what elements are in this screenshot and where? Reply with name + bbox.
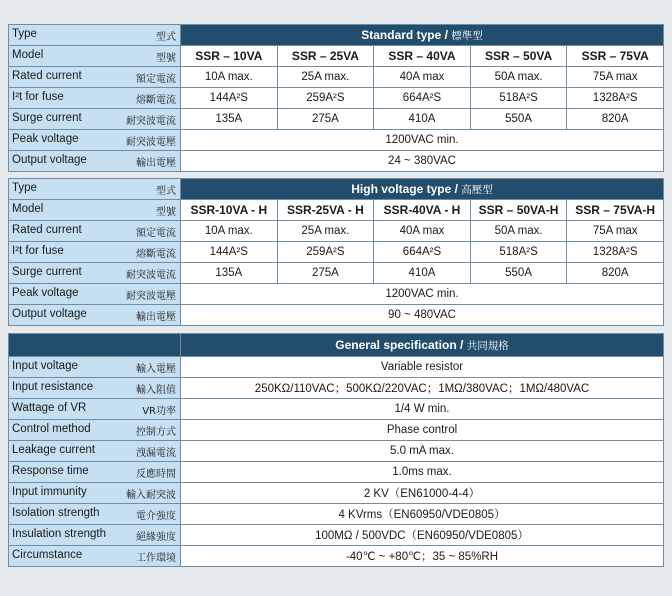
label-zh: 洩漏電流 — [136, 447, 176, 459]
table-row — [9, 378, 664, 399]
value-cell: 259A²S — [277, 242, 374, 263]
label-zh: 額定電流 — [136, 227, 176, 239]
value-cell: 518A²S — [470, 88, 567, 109]
table-row — [9, 130, 664, 151]
label-en: Input voltage — [12, 359, 78, 372]
row-label — [9, 462, 181, 483]
section-title-zh: 高壓型 — [461, 183, 493, 196]
label-zh: 反應時間 — [136, 468, 176, 480]
row-label — [9, 305, 181, 326]
model-cell: SSR-10VA - H — [181, 200, 278, 221]
table-row — [9, 46, 664, 67]
table-row — [9, 546, 664, 567]
label-zh: 耐突波電壓 — [126, 290, 176, 302]
value-cell: 664A²S — [374, 88, 471, 109]
section-title: Standard type — [361, 27, 442, 42]
label-en: Wattage of VR — [12, 401, 87, 414]
label-zh: 耐突波電壓 — [126, 136, 176, 148]
value-cell: 40A max — [374, 67, 471, 88]
section-title-zh: 標準型 — [451, 29, 483, 42]
value-cell: 144A²S — [181, 242, 278, 263]
row-label — [9, 284, 181, 305]
model-cell: SSR – 40VA — [374, 46, 471, 67]
value-cell: 25A max. — [277, 221, 374, 242]
high-voltage-type-table — [8, 178, 664, 326]
model-cell: SSR – 50VA — [470, 46, 567, 67]
row-label — [9, 46, 181, 67]
label-en: Type — [12, 27, 37, 40]
value-cell: 90 ~ 480VAC — [181, 305, 664, 326]
value-cell: 25A max. — [277, 67, 374, 88]
value-cell: 820A — [567, 109, 664, 130]
label-zh: 熔斷電流 — [136, 94, 176, 106]
value-cell: -40℃ ~ +80℃；35 ~ 85%RH — [181, 546, 664, 567]
value-cell: 40A max — [374, 221, 471, 242]
table-row — [9, 357, 664, 378]
row-label — [9, 483, 181, 504]
value-cell: 135A — [181, 109, 278, 130]
label-zh: 電介強度 — [136, 510, 176, 522]
table-row — [9, 399, 664, 420]
label-zh: 輸入耐突波 — [126, 489, 176, 501]
row-label — [9, 357, 181, 378]
section-title-zh: 共同規格 — [466, 339, 509, 352]
label-zh: 輸入電壓 — [136, 363, 176, 375]
label-zh: 型式 — [156, 31, 176, 43]
value-cell: 4 KVrms（EN60950/VDE0805） — [181, 504, 664, 525]
label-zh: 控制方式 — [136, 426, 176, 438]
label-zh: 輸出電壓 — [136, 311, 176, 323]
value-cell: 144A²S — [181, 88, 278, 109]
label-zh: 工作環境 — [136, 552, 176, 564]
value-cell: 410A — [374, 109, 471, 130]
row-label — [9, 67, 181, 88]
label-en: Leakage current — [12, 443, 96, 456]
value-cell: 275A — [277, 109, 374, 130]
value-cell: 250KΩ/110VAC；500KΩ/220VAC；1MΩ/380VAC；1MΩ/480VAC — [181, 378, 664, 399]
label-zh: 型式 — [156, 185, 176, 197]
table-row — [9, 263, 664, 284]
section-header: Standard type / 標準型 — [181, 25, 664, 46]
label-en: Isolation strength — [12, 506, 100, 519]
table-row — [9, 305, 664, 326]
value-cell: 75A max — [567, 221, 664, 242]
model-cell: SSR – 75VA — [567, 46, 664, 67]
row-label — [9, 130, 181, 151]
model-cell: SSR – 25VA — [277, 46, 374, 67]
row-label — [9, 441, 181, 462]
row-label — [9, 504, 181, 525]
value-cell: 5.0 mA max. — [181, 441, 664, 462]
label-en: Surge current — [12, 111, 82, 124]
row-label — [9, 242, 181, 263]
value-cell: 50A max. — [470, 221, 567, 242]
label-en: Model — [12, 202, 44, 215]
value-cell: 275A — [277, 263, 374, 284]
label-en: I²t for fuse — [12, 90, 64, 103]
row-label — [9, 546, 181, 567]
model-cell: SSR-25VA - H — [277, 200, 374, 221]
header-row — [9, 334, 664, 357]
model-cell: SSR – 50VA-H — [470, 200, 567, 221]
table-row — [9, 462, 664, 483]
section-header: High voltage type / 高壓型 — [181, 179, 664, 200]
table-row — [9, 67, 664, 88]
general-specification-table — [8, 333, 664, 567]
row-label — [9, 88, 181, 109]
section-header: General specification / 共同規格 — [181, 334, 664, 357]
row-label — [9, 200, 181, 221]
label-zh: 耐突波電流 — [126, 115, 176, 127]
row-label — [9, 420, 181, 441]
label-zh: 輸出電壓 — [136, 157, 176, 169]
table-row — [9, 25, 664, 46]
row-label — [9, 378, 181, 399]
label-zh: 型號 — [156, 206, 176, 218]
value-cell: 410A — [374, 263, 471, 284]
value-cell: Phase control — [181, 420, 664, 441]
value-cell: 24 ~ 380VAC — [181, 151, 664, 172]
label-en: Control method — [12, 422, 91, 435]
value-cell: 1328A²S — [567, 88, 664, 109]
row-label — [9, 399, 181, 420]
label-zh: 額定電流 — [136, 73, 176, 85]
table-row — [9, 88, 664, 109]
value-cell: 664A²S — [374, 242, 471, 263]
value-cell: Variable resistor — [181, 357, 664, 378]
table-row — [9, 221, 664, 242]
value-cell: 10A max. — [181, 221, 278, 242]
table-row — [9, 242, 664, 263]
value-cell: 550A — [470, 109, 567, 130]
row-label — [9, 179, 181, 200]
value-cell: 1/4 W min. — [181, 399, 664, 420]
section-title: High voltage type — [351, 181, 452, 196]
label-en: I²t for fuse — [12, 244, 64, 257]
table-row — [9, 483, 664, 504]
section-title: General specification — [335, 337, 457, 352]
standard-type-table — [8, 24, 664, 172]
label-en: Type — [12, 181, 37, 194]
model-cell: SSR-40VA - H — [374, 200, 471, 221]
value-cell: 2 KV（EN61000-4-4） — [181, 483, 664, 504]
label-en: Model — [12, 48, 44, 61]
value-cell: 1200VAC min. — [181, 130, 664, 151]
label-zh: 輸入阻值 — [136, 384, 176, 396]
value-cell: 518A²S — [470, 242, 567, 263]
label-zh: 型號 — [156, 52, 176, 64]
table-row — [9, 284, 664, 305]
row-label — [9, 25, 181, 46]
row-label — [9, 525, 181, 546]
row-label — [9, 221, 181, 242]
label-en: Input immunity — [12, 485, 87, 498]
label-en: Output voltage — [12, 307, 87, 320]
label-en: Insulation strength — [12, 527, 106, 540]
value-cell: 259A²S — [277, 88, 374, 109]
label-zh: 耐突波電流 — [126, 269, 176, 281]
label-en: Rated current — [12, 69, 82, 82]
table-row — [9, 179, 664, 200]
model-cell: SSR – 10VA — [181, 46, 278, 67]
row-label — [9, 109, 181, 130]
value-cell: 100MΩ / 500VDC（EN60950/VDE0805） — [181, 525, 664, 546]
header-spacer — [9, 334, 181, 357]
table-row — [9, 504, 664, 525]
value-cell: 10A max. — [181, 67, 278, 88]
table-row — [9, 420, 664, 441]
value-cell: 135A — [181, 263, 278, 284]
value-cell: 75A max — [567, 67, 664, 88]
value-cell: 1200VAC min. — [181, 284, 664, 305]
label-en: Rated current — [12, 223, 82, 236]
label-en: Input resistance — [12, 380, 94, 393]
label-en: Response time — [12, 464, 89, 477]
label-en: Peak voltage — [12, 286, 79, 299]
value-cell: 50A max. — [470, 67, 567, 88]
label-en: Circumstance — [12, 548, 83, 561]
value-cell: 1328A²S — [567, 242, 664, 263]
table-row — [9, 151, 664, 172]
table-row — [9, 525, 664, 546]
table-row — [9, 441, 664, 462]
label-en: Peak voltage — [12, 132, 79, 145]
table-row — [9, 200, 664, 221]
model-cell: SSR – 75VA-H — [567, 200, 664, 221]
table-row — [9, 109, 664, 130]
label-en: Surge current — [12, 265, 82, 278]
row-label — [9, 263, 181, 284]
label-zh: 絕緣強度 — [136, 531, 176, 543]
value-cell: 550A — [470, 263, 567, 284]
value-cell: 1.0ms max. — [181, 462, 664, 483]
value-cell: 820A — [567, 263, 664, 284]
label-en: Output voltage — [12, 153, 87, 166]
label-zh: 熔斷電流 — [136, 248, 176, 260]
row-label — [9, 151, 181, 172]
label-zh: VR功率 — [142, 405, 176, 417]
